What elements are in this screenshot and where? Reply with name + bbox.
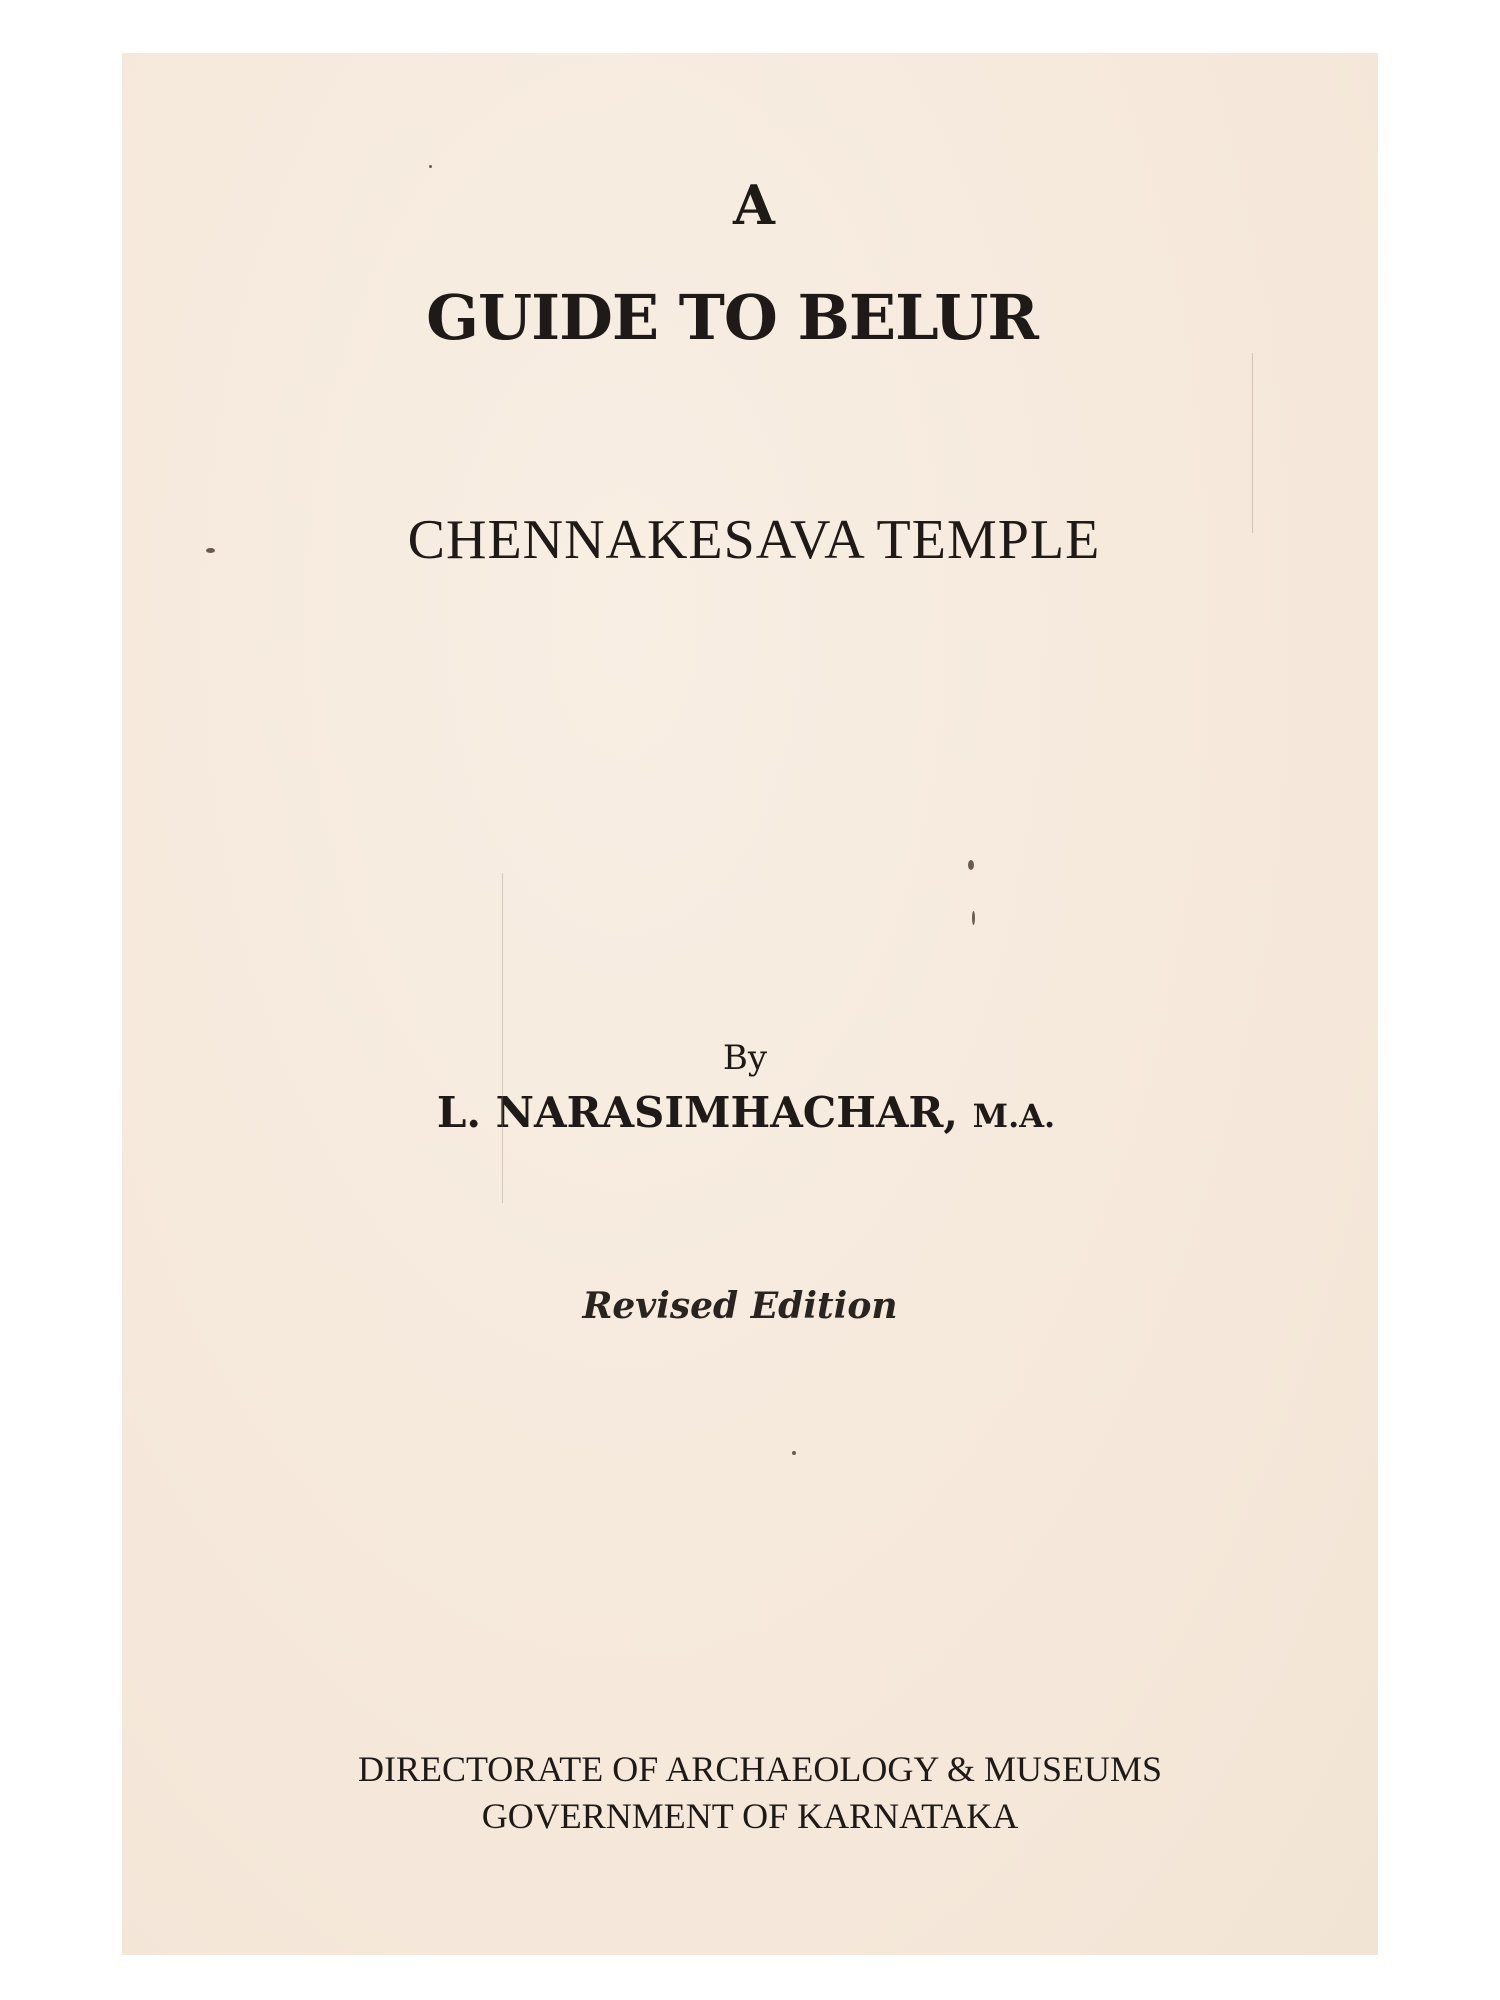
book-title: GUIDE TO BELUR (426, 281, 1038, 354)
title-page (122, 53, 1378, 1955)
book-subtitle: CHENNAKESAVA TEMPLE (407, 509, 1101, 571)
publisher-name: DIRECTORATE OF ARCHAEOLOGY & MUSEUMS (357, 1749, 1163, 1789)
publisher-government: GOVERNMENT OF KARNATAKA (481, 1796, 1019, 1836)
paper-scratch (1252, 353, 1253, 533)
paper-scratch (502, 873, 503, 1203)
ink-speck (206, 548, 215, 553)
author-line (122, 1088, 1374, 1137)
by-label: By (722, 1038, 768, 1078)
ink-speck (429, 165, 432, 168)
edition-label: Revised Edition (582, 1285, 898, 1327)
ink-speck (972, 911, 975, 925)
ink-speck (792, 1451, 796, 1455)
author-degree: M.A. (972, 1097, 1056, 1135)
ink-speck (968, 860, 974, 870)
author-name: L. NARASIMHACHAR, (436, 1088, 959, 1137)
title-article: A (733, 173, 775, 237)
